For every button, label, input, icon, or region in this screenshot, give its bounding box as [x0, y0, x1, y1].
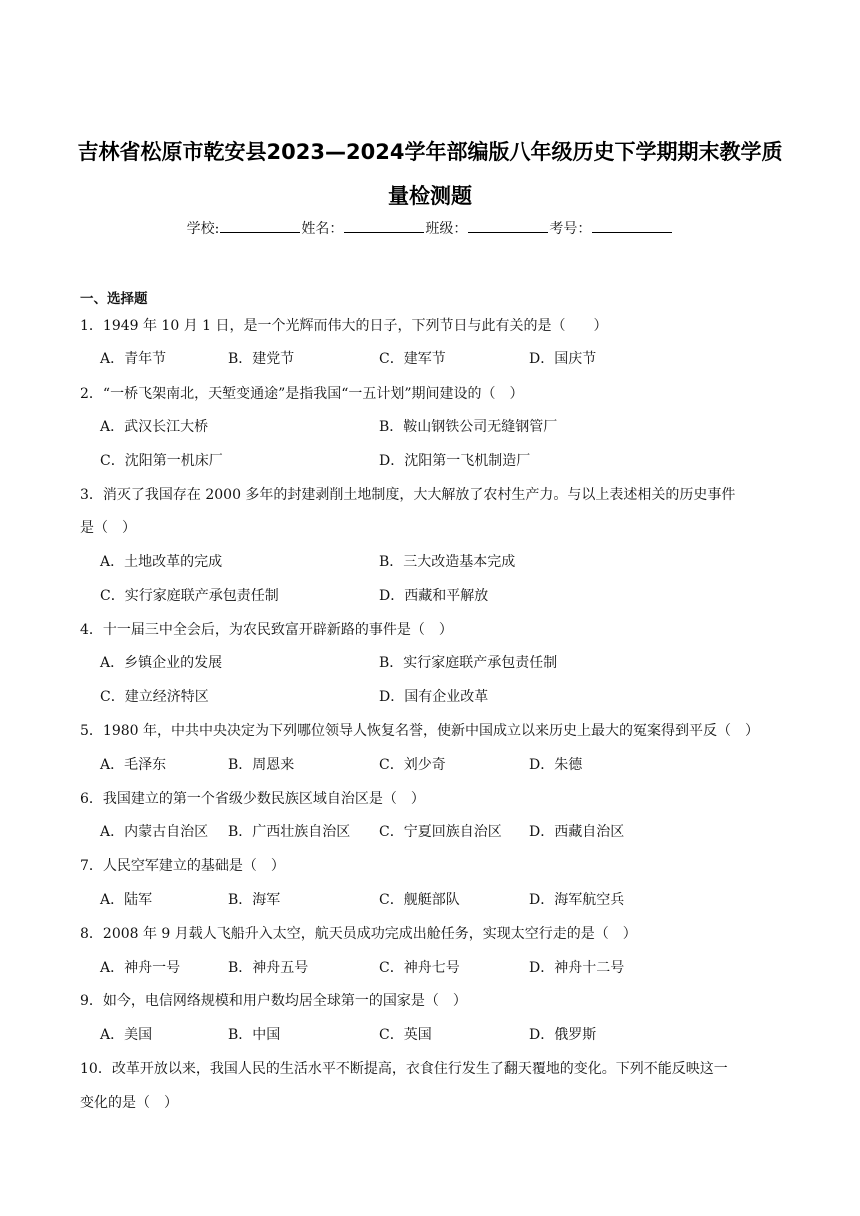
question-2-option-c: C．沈阳第一机床厂 — [100, 453, 223, 469]
question-9-option-d: D．俄罗斯 — [529, 1027, 597, 1043]
question-2-option-a: A．武汉长江大桥 — [100, 419, 209, 435]
question-2-option-d: D．沈阳第一飞机制造厂 — [379, 453, 531, 469]
name-label: 姓名： — [301, 221, 344, 237]
question-3-stem-line1: 3．消灭了我国存在 2000 多年的封建剥削土地制度，大大解放了农村生产力。与以上表述相关的历史事件 — [80, 487, 736, 503]
class-label: 班级： — [425, 221, 468, 237]
question-2-stem: 2．“一桥飞架南北，天堑变通途”是指我国“一五计划”期间建设的（ ） — [80, 386, 524, 402]
class-blank — [468, 218, 548, 233]
question-8-option-a: A．神舟一号 — [100, 960, 181, 976]
question-6-stem: 6．我国建立的第一个省级少数民族区域自治区是（ ） — [80, 791, 425, 807]
question-3-option-c: C．实行家庭联产承包责任制 — [100, 588, 279, 604]
question-9-option-a: A．美国 — [100, 1027, 153, 1043]
question-1-option-c: C．建军节 — [379, 351, 446, 367]
question-5-option-d: D．朱德 — [529, 757, 583, 773]
exam-no-label: 考号： — [549, 221, 592, 237]
question-1-stem: 1．1949 年 10 月 1 日，是一个光辉而伟大的日子，下列节日与此有关的是（ ） — [80, 318, 608, 334]
question-7-option-c: C．舰艇部队 — [379, 892, 460, 908]
question-4-option-c: C．建立经济特区 — [100, 689, 209, 705]
question-9-option-c: C．英国 — [379, 1027, 432, 1043]
question-7-stem: 7．人民空军建立的基础是（ ） — [80, 858, 285, 874]
question-6-option-b: B．广西壮族自治区 — [228, 824, 351, 840]
school-blank — [220, 218, 300, 233]
question-8-option-d: D．神舟十二号 — [529, 960, 625, 976]
question-8-stem: 8．2008 年 9 月载人飞船升入太空，航天员成功完成出舱任务，实现太空行走的是（ ） — [80, 926, 637, 942]
question-1-option-a: A．青年节 — [100, 351, 167, 367]
question-10-stem-line2: 变化的是（ ） — [80, 1095, 178, 1111]
section-title: 一、选择题 — [80, 291, 148, 307]
question-6-option-a: A．内蒙古自治区 — [100, 824, 209, 840]
question-9-option-b: B．中国 — [228, 1027, 281, 1043]
name-blank — [344, 218, 424, 233]
question-4-option-a: A．乡镇企业的发展 — [100, 655, 223, 671]
question-10-stem-line1: 10．改革开放以来，我国人民的生活水平不断提高，衣食住行发生了翻天覆地的变化。下列不能反映这一 — [80, 1061, 728, 1077]
question-3-stem-line2: 是（ ） — [80, 520, 136, 536]
question-8-option-b: B．神舟五号 — [228, 960, 309, 976]
question-3-option-b: B．三大改造基本完成 — [379, 554, 516, 570]
school-label: 学校: — [186, 221, 220, 237]
question-1-option-b: B．建党节 — [228, 351, 295, 367]
question-5-option-b: B．周恩来 — [228, 757, 295, 773]
question-5-stem: 5．1980 年，中共中央决定为下列哪位领导人恢复名誉，使新中国成立以来历史上最大的冤案得到平反（ ） — [80, 723, 759, 739]
question-7-option-a: A．陆军 — [100, 892, 153, 908]
question-5-option-c: C．刘少奇 — [379, 757, 446, 773]
question-6-option-c: C．宁夏回族自治区 — [379, 824, 502, 840]
question-7-option-b: B．海军 — [228, 892, 281, 908]
exam-title-line1: 吉林省松原市乾安县2023—2024学年部编版八年级历史下学期期末教学质 — [77, 140, 783, 164]
question-9-stem: 9．如今，电信网络规模和用户数均居全球第一的国家是（ ） — [80, 993, 467, 1009]
student-info-row — [0, 218, 860, 238]
question-1-option-d: D．国庆节 — [529, 351, 597, 367]
question-2-option-b: B．鞍山钢铁公司无缝钢管厂 — [379, 419, 558, 435]
question-7-option-d: D．海军航空兵 — [529, 892, 625, 908]
exam-no-blank — [592, 218, 672, 233]
question-3-option-d: D．西藏和平解放 — [379, 588, 489, 604]
question-6-option-d: D．西藏自治区 — [529, 824, 625, 840]
exam-title-line2: 量检测题 — [388, 184, 472, 208]
question-4-option-b: B．实行家庭联产承包责任制 — [379, 655, 558, 671]
question-5-option-a: A．毛泽东 — [100, 757, 167, 773]
question-4-stem: 4．十一届三中全会后，为农民致富开辟新路的事件是（ ） — [80, 622, 453, 638]
question-8-option-c: C．神舟七号 — [379, 960, 460, 976]
question-3-option-a: A．土地改革的完成 — [100, 554, 223, 570]
question-4-option-d: D．国有企业改革 — [379, 689, 489, 705]
